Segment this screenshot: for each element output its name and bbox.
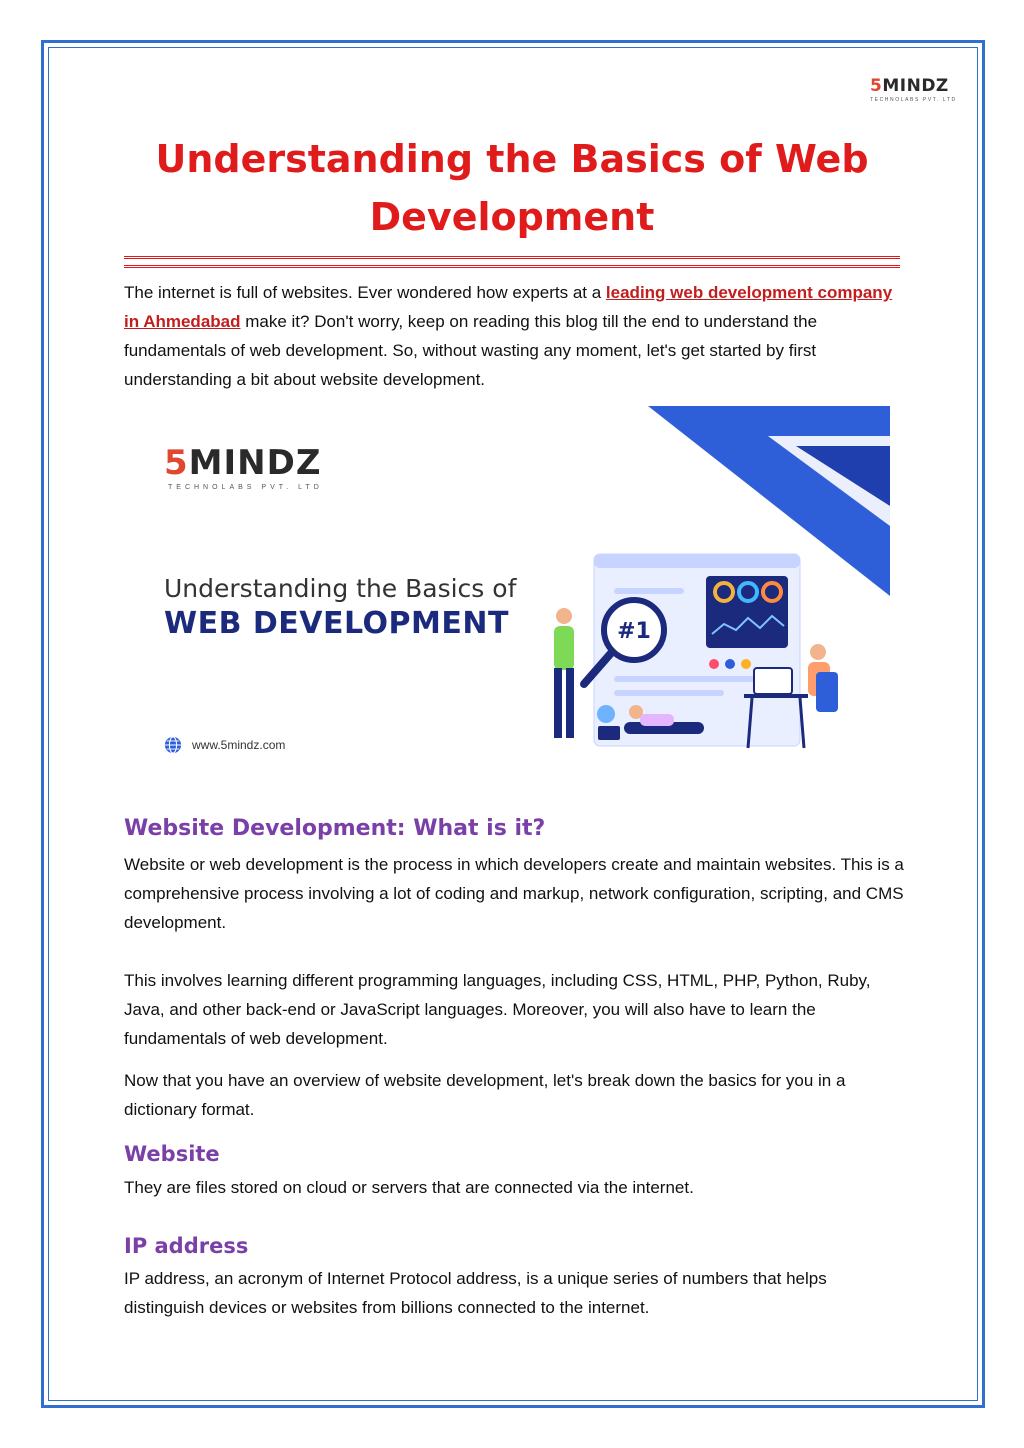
logo-prefix: 5 bbox=[870, 76, 883, 96]
section-ip-address-text: IP address, an acronym of Internet Protocol address, is a unique series of numbers that helps distinguish devices or websites from billions connected to the internet. bbox=[124, 1269, 827, 1317]
person-head bbox=[556, 608, 572, 624]
like-icon bbox=[725, 659, 735, 669]
intro-text-end: make it? Don't worry, keep on reading this blog till the end to understand the fundamentals of web development. So, without wasting any moment, let's get started by first understanding a bit about website development. bbox=[124, 312, 818, 389]
person-torso bbox=[554, 626, 574, 670]
intro-text-start: The internet is full of websites. Ever wondered how experts at a bbox=[124, 283, 606, 302]
corner-logo bbox=[870, 78, 964, 104]
corner-logo-text bbox=[870, 78, 964, 95]
hero-logo-name: MINDZ bbox=[188, 443, 322, 483]
rank-badge: #1 bbox=[617, 619, 651, 644]
section-what-is-it-p3: Now that you have an overview of website development, let's break down the basics for you in a dictionary format. bbox=[124, 1071, 846, 1119]
hero-banner bbox=[138, 406, 890, 768]
person-head bbox=[810, 644, 826, 660]
section-heading-ip-address: IP address bbox=[124, 1234, 249, 1258]
corner-logo-tagline: TECHNOLABS PVT. LTD bbox=[870, 97, 957, 103]
content-line bbox=[614, 690, 724, 696]
emoji-icon bbox=[741, 659, 751, 669]
person-leg bbox=[554, 668, 562, 738]
person-leg bbox=[566, 668, 574, 738]
hero-title-line1: Understanding the Basics of bbox=[164, 574, 517, 603]
page-title: Understanding the Basics of Web Development bbox=[155, 137, 869, 239]
hero-logo-prefix: 5 bbox=[164, 443, 189, 483]
section-heading-website: Website bbox=[124, 1142, 220, 1166]
hero-title-line2: WEB DEVELOPMENT bbox=[164, 606, 509, 641]
content-line bbox=[614, 588, 684, 594]
lying-person-torso bbox=[640, 714, 674, 726]
heart-icon bbox=[709, 659, 719, 669]
laptop-screen bbox=[754, 668, 792, 694]
hero-logo bbox=[164, 443, 323, 491]
small-laptop bbox=[598, 726, 620, 740]
section-what-is-it-p1: Website or web development is the process in which developers create and maintain websites. This is a comprehensive process involving a lot of coding and markup, network configuration, scripting, and CMS development. bbox=[124, 855, 904, 932]
hero-logo-tagline: TECHNOLABS PVT. LTD bbox=[168, 484, 323, 491]
desk-top bbox=[744, 694, 808, 698]
office-chair bbox=[816, 672, 838, 712]
content-line bbox=[614, 676, 754, 682]
section-heading-what-is-it: Website Development: What is it? bbox=[124, 816, 546, 841]
title-divider bbox=[124, 256, 900, 268]
web-development-illustration bbox=[528, 406, 890, 768]
section-what-is-it-p2: This involves learning different programming languages, including CSS, HTML, PHP, Python, Ruby, Java, and other back-end or JavaScript languages. Moreover, you will also have to learn the fundamentals of web development. bbox=[124, 971, 871, 1048]
desk-leg bbox=[800, 698, 804, 748]
hero-website-text: www.5mindz.com bbox=[192, 738, 286, 752]
section-website-text: They are files stored on cloud or servers that are connected via the internet. bbox=[124, 1178, 694, 1197]
browser-bar bbox=[594, 554, 800, 568]
small-globe-icon bbox=[597, 705, 615, 723]
company-link[interactable]: leading web development company in Ahmedabad bbox=[124, 283, 893, 331]
hero-website bbox=[164, 736, 285, 754]
intro-paragraph bbox=[124, 278, 904, 394]
logo-name: MINDZ bbox=[882, 76, 949, 96]
hero-logo-text bbox=[164, 443, 323, 483]
globe-icon bbox=[164, 736, 182, 754]
